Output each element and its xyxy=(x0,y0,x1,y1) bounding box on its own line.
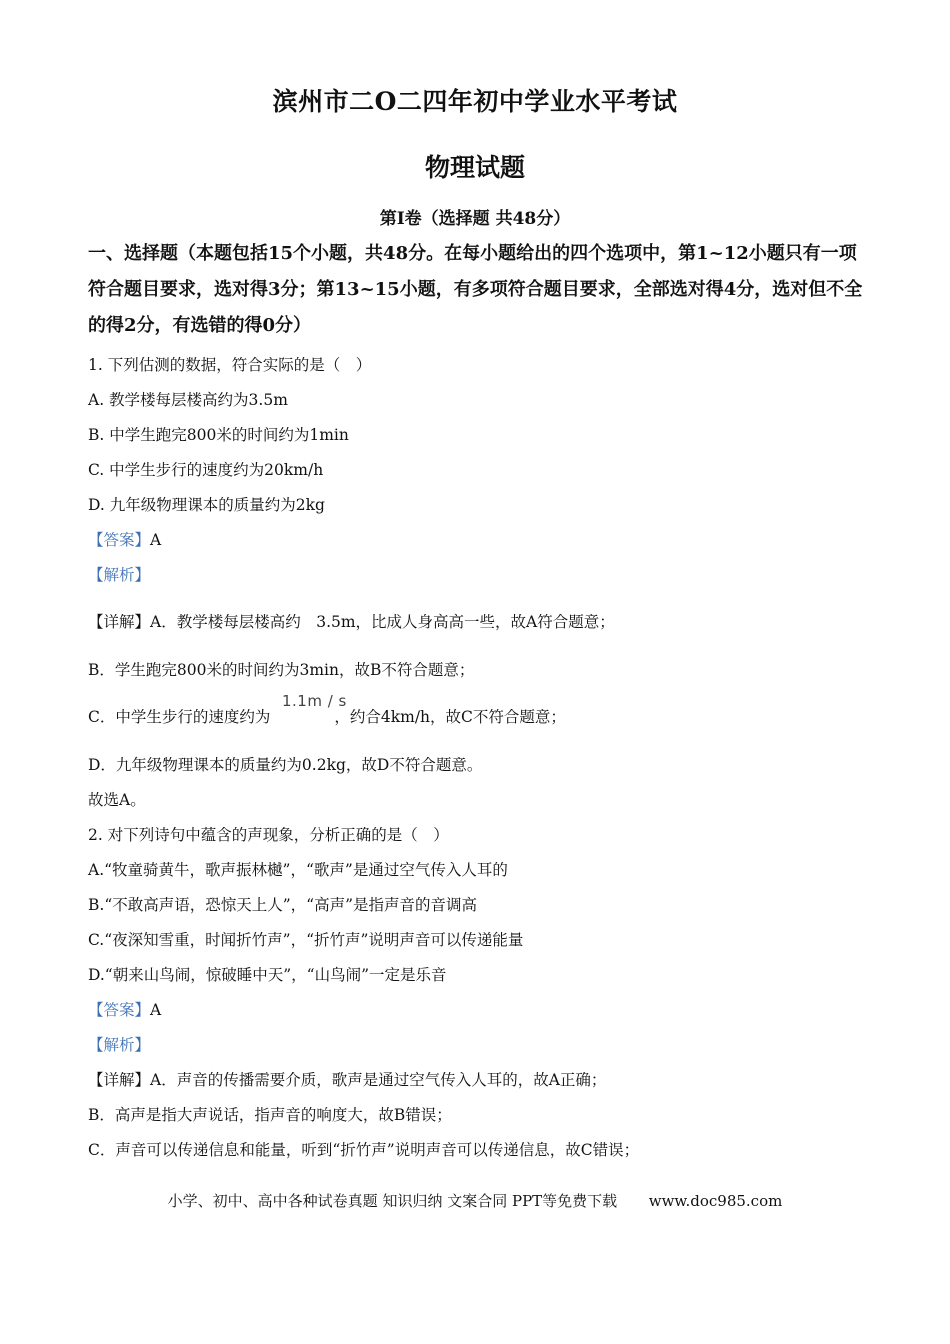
q2-analysis-tag: 【解析】 xyxy=(88,1036,151,1054)
footer-text: 小学、初中、高中各种试卷真题 知识归纳 文案合同 PPT等免费下载 xyxy=(167,1192,618,1210)
q2-detail-c: C．声音可以传递信息和能量，听到“折竹声”说明声音可以传递信息，故C错误； xyxy=(88,1141,640,1159)
detail-tag: 【详解】 xyxy=(88,1071,151,1089)
q2-option-a: A.“牧童骑黄牛，歌声振林樾”，“歌声”是通过空气传入人耳的 xyxy=(88,861,508,879)
q2-option-b: B.“不敢高声语，恐惊天上人”，“高声”是指声音的音调高 xyxy=(88,896,478,914)
exam-title: 滨州市二O二四年初中学业水平考试 xyxy=(272,87,678,116)
page-footer xyxy=(0,1190,950,1211)
detail-text: A．教学楼每层楼高约 3.5m，比成人身高高一些，故A符合题意； xyxy=(150,613,615,631)
q1-option-c: C. 中学生步行的速度约为20km/h xyxy=(88,461,324,479)
answer-tag: 【答案】 xyxy=(88,1001,151,1019)
q2-stem: 2. 对下列诗句中蕴含的声现象，分析正确的是（ ） xyxy=(88,826,449,844)
q2-detail-a xyxy=(88,1068,606,1090)
answer-value: A xyxy=(150,1001,162,1019)
q1-answer xyxy=(88,528,161,550)
detail-text: A．声音的传播需要介质，歌声是通过空气传入人耳的，故A正确； xyxy=(150,1071,607,1089)
q1-option-b: B. 中学生跑完800米的时间约为1min xyxy=(88,426,349,444)
q1-conclusion: 故选A。 xyxy=(88,791,146,809)
q2-detail-b: B．高声是指大声说话，指声音的响度大，故B错误； xyxy=(88,1106,452,1124)
q1-analysis-tag: 【解析】 xyxy=(88,566,151,584)
q2-option-d: D.“朝来山鸟闹，惊破睡中天”，“山鸟闹”一定是乐音 xyxy=(88,966,447,984)
detail-tag: 【详解】 xyxy=(88,613,151,631)
q1-stem: 1. 下列估测的数据，符合实际的是（ ） xyxy=(88,356,372,374)
q1-detail-d: D．九年级物理课本的质量约为0.2kg，故D不符合题意。 xyxy=(88,756,483,774)
q1-detail-a xyxy=(88,610,615,632)
answer-tag: 【答案】 xyxy=(88,531,151,549)
q1-detail-b: B．学生跑完800米的时间约为3min，故B不符合题意； xyxy=(88,661,475,679)
q2-option-c: C.“夜深知雪重，时闻折竹声”，“折竹声”说明声音可以传递能量 xyxy=(88,931,524,949)
q1-option-a: A. 教学楼每层楼高约为3.5m xyxy=(88,391,288,409)
section-instruction: 一、选择题（本题包括15个小题，共48分。在每小题给出的四个选项中，第1~12小题只有一项符合题目要求，选对得3分；第13~15小题，有多项符合题目要求，全部选对得4分，选对但不全的得2分，有选错的得0分） xyxy=(88,243,863,336)
footer-link[interactable]: www.doc985.com xyxy=(648,1192,783,1210)
detail-c-pre: C．中学生步行的速度约为 xyxy=(88,708,271,726)
answer-value: A xyxy=(150,531,162,549)
speed-formula: 1.1m / s xyxy=(282,692,347,710)
section-heading: 第Ⅰ卷（选择题 共48分） xyxy=(379,209,571,229)
detail-c-post: ，约合4km/h，故C不符合题意； xyxy=(334,708,566,726)
q1-option-d: D. 九年级物理课本的质量约为2kg xyxy=(88,496,325,514)
q2-answer xyxy=(88,998,161,1020)
subject-title: 物理试题 xyxy=(424,153,525,182)
